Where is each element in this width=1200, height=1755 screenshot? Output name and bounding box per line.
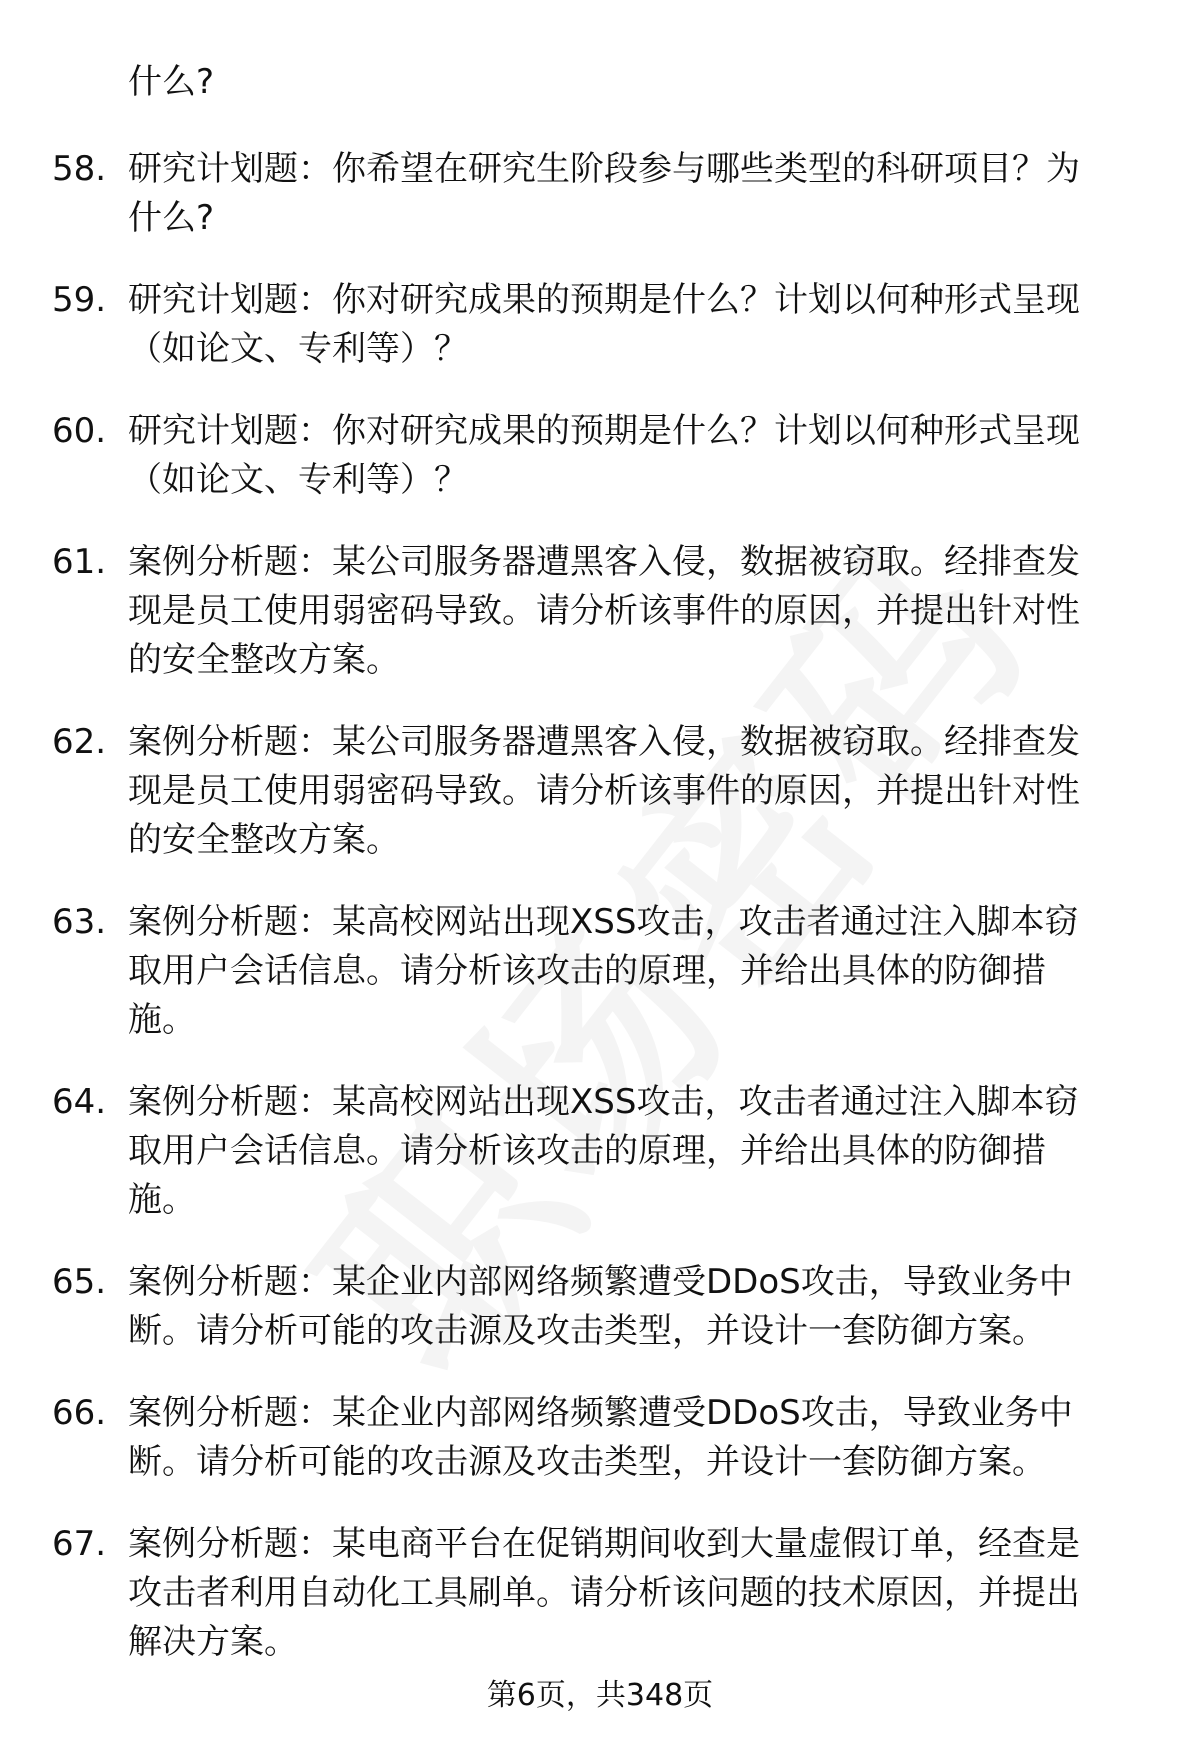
question-line: 的安全整改方案。 bbox=[128, 640, 400, 680]
question-text bbox=[128, 276, 1148, 374]
question-number: 65. bbox=[52, 1262, 107, 1302]
question-line: 取用户会话信息。请分析该攻击的原理，并给出具体的防御措 bbox=[128, 1131, 1046, 1171]
question-number: 63. bbox=[52, 902, 107, 942]
question-line: 现是员工使用弱密码导致。请分析该事件的原因，并提出针对性 bbox=[128, 771, 1080, 811]
question-number: 62. bbox=[52, 722, 107, 762]
question-line: （如论文、专利等）？ bbox=[128, 460, 468, 500]
question-line: 断。请分析可能的攻击源及攻击类型，并设计一套防御方案。 bbox=[128, 1442, 1046, 1482]
question-line: 案例分析题：某企业内部网络频繁遭受DDoS攻击，导致业务中 bbox=[128, 1262, 1073, 1302]
question-line: 案例分析题：某企业内部网络频繁遭受DDoS攻击，导致业务中 bbox=[128, 1393, 1073, 1433]
question-text bbox=[128, 407, 1148, 505]
question-line: 施。 bbox=[128, 1000, 196, 1040]
question-text bbox=[128, 1389, 1148, 1487]
question-number: 61. bbox=[52, 542, 107, 582]
question-line: 案例分析题：某高校网站出现XSS攻击，攻击者通过注入脚本窃 bbox=[128, 902, 1079, 942]
question-line: 案例分析题：某电商平台在促销期间收到大量虚假订单，经查是 bbox=[128, 1524, 1080, 1564]
question-number: 64. bbox=[52, 1082, 107, 1122]
question-line: 案例分析题：某高校网站出现XSS攻击，攻击者通过注入脚本窃 bbox=[128, 1082, 1079, 1122]
question-line: 攻击者利用自动化工具刷单。请分析该问题的技术原因，并提出 bbox=[128, 1573, 1080, 1613]
question-number: 59. bbox=[52, 280, 107, 320]
question-line: 案例分析题：某公司服务器遭黑客入侵，数据被窃取。经排查发 bbox=[128, 722, 1080, 762]
question-number: 58. bbox=[52, 149, 107, 189]
question-text bbox=[128, 1520, 1148, 1667]
page-footer: 第6页，共348页 bbox=[486, 1678, 714, 1713]
question-line: 案例分析题：某公司服务器遭黑客入侵，数据被窃取。经排查发 bbox=[128, 542, 1080, 582]
question-line: 研究计划题：你对研究成果的预期是什么？计划以何种形式呈现 bbox=[128, 280, 1080, 320]
question-number: 60. bbox=[52, 411, 107, 451]
question-line: 断。请分析可能的攻击源及攻击类型，并设计一套防御方案。 bbox=[128, 1311, 1046, 1351]
question-line: （如论文、专利等）？ bbox=[128, 329, 468, 369]
continuation-text: 什么? bbox=[128, 62, 215, 102]
question-line: 的安全整改方案。 bbox=[128, 820, 400, 860]
question-text bbox=[128, 1078, 1148, 1225]
question-line: 现是员工使用弱密码导致。请分析该事件的原因，并提出针对性 bbox=[128, 591, 1080, 631]
question-number: 66. bbox=[52, 1393, 107, 1433]
question-text bbox=[128, 1258, 1148, 1356]
question-line: 研究计划题：你对研究成果的预期是什么？计划以何种形式呈现 bbox=[128, 411, 1080, 451]
question-line: 取用户会话信息。请分析该攻击的原理，并给出具体的防御措 bbox=[128, 951, 1046, 991]
question-line: 什么? bbox=[128, 198, 215, 238]
question-text bbox=[128, 898, 1148, 1045]
question-text bbox=[128, 538, 1148, 685]
question-number: 67. bbox=[52, 1524, 107, 1564]
question-text bbox=[128, 718, 1148, 865]
question-line: 解决方案。 bbox=[128, 1622, 298, 1662]
question-line: 施。 bbox=[128, 1180, 196, 1220]
question-line: 研究计划题：你希望在研究生阶段参与哪些类型的科研项目？为 bbox=[128, 149, 1080, 189]
question-text bbox=[128, 145, 1148, 243]
